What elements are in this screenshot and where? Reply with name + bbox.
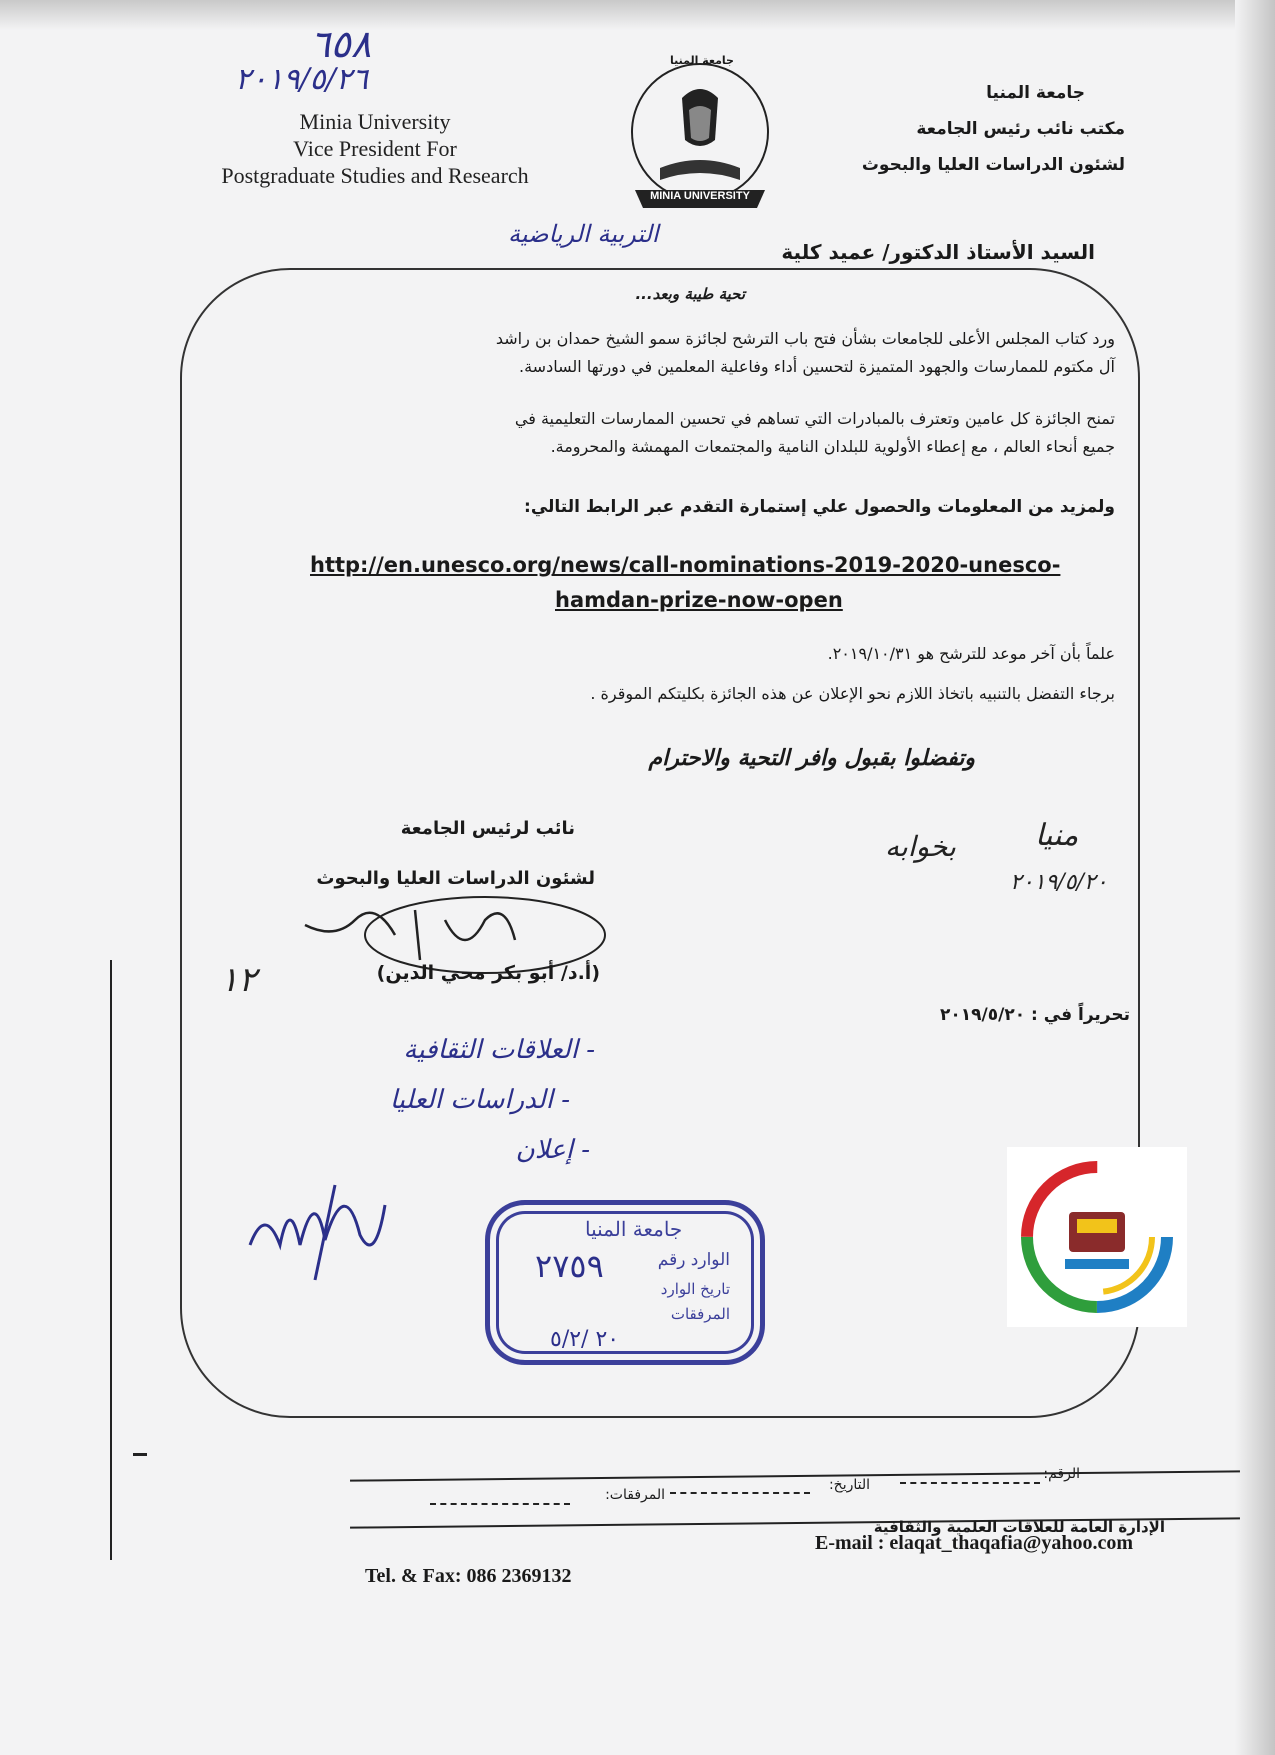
routing-note-2: - الدراسات العليا bbox=[389, 1085, 570, 1115]
footer-tarikh-label: التاريخ: bbox=[828, 1477, 870, 1493]
stamp-incoming-date-label: تاريخ الوارد bbox=[660, 1280, 730, 1298]
footer-murfaqat-label: المرفقات: bbox=[605, 1487, 665, 1503]
request-line: برجاء التفضل بالتنبيه باتخاذ اللازم نحو الإعلان عن هذه الجائزة بكليتكم الموقرة . bbox=[590, 684, 1115, 703]
para2-line-1: تمنح الجائزة كل عامين وتعترف بالمبادرات التي تساهم في تحسين الممارسات التعليمية في bbox=[514, 409, 1115, 428]
handwritten-initials-icon bbox=[245, 1165, 395, 1289]
footer-raqam-label: الرقم: bbox=[1043, 1466, 1080, 1482]
incoming-mail-stamp bbox=[485, 1200, 765, 1365]
paragraph-1 bbox=[285, 325, 1115, 381]
logo-arc-text: جامعة المنيا bbox=[670, 54, 734, 67]
footer-department: الإدارة العامة للعلاقات العلمية والثقافية bbox=[873, 1518, 1165, 1536]
stamp-incoming-number: ٢٧٥٩ bbox=[535, 1247, 604, 1285]
para1-line-2: آل مكتوم للممارسات والجهود المتميزة لتحسين أداء وفاعلية المعلمين في دورتها السادسة. bbox=[519, 357, 1115, 376]
handwritten-note-date: ٢٠١٩/٥/٢٠ bbox=[1010, 870, 1108, 895]
ar-line-1: جامعة المنيا bbox=[986, 83, 1085, 103]
paragraph-2 bbox=[285, 405, 1115, 461]
footer-tick-mark bbox=[133, 1453, 147, 1456]
footer-phone: Tel. & Fax: 086 2369132 bbox=[365, 1565, 572, 1587]
arabic-letterhead bbox=[705, 75, 1125, 183]
routing-note-3: - إعلان bbox=[515, 1135, 590, 1165]
footer-divider bbox=[350, 1470, 1240, 1481]
nomination-link-line-1[interactable]: http://en.unesco.org/news/call-nominations-2019-2020-unesco- bbox=[310, 553, 1061, 577]
scan-shadow-right bbox=[1235, 0, 1275, 1755]
handwritten-note-minia: منيا bbox=[1035, 818, 1079, 853]
handwritten-ref-number: ٦٥٨ bbox=[310, 22, 372, 66]
scan-left-edge bbox=[110, 960, 112, 1560]
ar-line-2: مكتب نائب رئيس الجامعة bbox=[916, 119, 1125, 139]
nomination-link-line-2[interactable]: hamdan-prize-now-open bbox=[555, 588, 843, 612]
scan-shadow-top bbox=[0, 0, 1275, 30]
en-line-1: Minia University bbox=[299, 109, 451, 134]
portal-logo-badge bbox=[1007, 1147, 1187, 1327]
stamp-title: جامعة المنيا bbox=[585, 1217, 683, 1241]
issue-date: تحريراً في : ٢٠١٩/٥/٢٠ bbox=[940, 1005, 1130, 1025]
deadline-line: علماً بأن آخر موعد للترشح هو ٢٠١٩/١٠/٣١. bbox=[827, 644, 1115, 663]
greeting: تحية طيبة وبعد... bbox=[635, 285, 745, 303]
para1-line-1: ورد كتاب المجلس الأعلى للجامعات بشأن فتح باب الترشح لجائزة سمو الشيخ حمدان بن راشد bbox=[495, 329, 1115, 348]
footer-raqam-dashes bbox=[900, 1482, 1040, 1484]
signature-title-2: لشئون الدراسات العليا والبحوث bbox=[316, 868, 595, 889]
footer-tarikh-dashes bbox=[670, 1492, 810, 1494]
footer-murfaqat-dashes bbox=[430, 1503, 570, 1505]
addressee: السيد الأستاذ الدكتور/ عميد كلية bbox=[781, 240, 1095, 264]
more-info-line: ولمزيد من المعلومات والحصول علي إستمارة التقدم عبر الرابط التالي: bbox=[524, 497, 1115, 517]
handwritten-ref-date: ٢٠١٩/٥/٢٦ bbox=[235, 62, 369, 97]
handwritten-note-approve: بخوابه bbox=[885, 830, 956, 863]
logo-banner-text: MINIA UNIVERSITY bbox=[650, 190, 750, 202]
closing-line: وتفضلوا بقبول وافر التحية والاحترام bbox=[648, 745, 975, 771]
en-line-2: Vice President For bbox=[293, 136, 457, 161]
stamp-incoming-label: الوارد رقم bbox=[657, 1250, 730, 1270]
handwritten-margin-number: ١٢ bbox=[220, 960, 257, 1000]
addressee-handwritten-faculty: التربية الرياضية bbox=[508, 220, 659, 248]
english-letterhead bbox=[195, 108, 555, 189]
portal-logo-icon bbox=[1007, 1147, 1187, 1327]
routing-note-1: - العلاقات الثقافية bbox=[403, 1035, 595, 1065]
en-line-3: Postgraduate Studies and Research bbox=[221, 163, 529, 188]
stamp-attachments-label: المرفقات bbox=[670, 1305, 730, 1323]
signatory-name: (أ.د/ أبو بكر محي الدين) bbox=[376, 962, 600, 984]
signature-title-1: نائب لرئيس الجامعة bbox=[400, 818, 575, 839]
para2-line-2: جميع أنحاء العالم ، مع إعطاء الأولوية للبلدان النامية والمجتمعات المهمشة والمحرومة. bbox=[550, 437, 1115, 456]
stamp-date: ٢٠ /٥/٢ bbox=[550, 1327, 620, 1352]
ar-line-3: لشئون الدراسات العليا والبحوث bbox=[861, 155, 1125, 175]
footer-email[interactable]: E-mail : elaqat_thaqafia@yahoo.com bbox=[815, 1532, 1134, 1554]
